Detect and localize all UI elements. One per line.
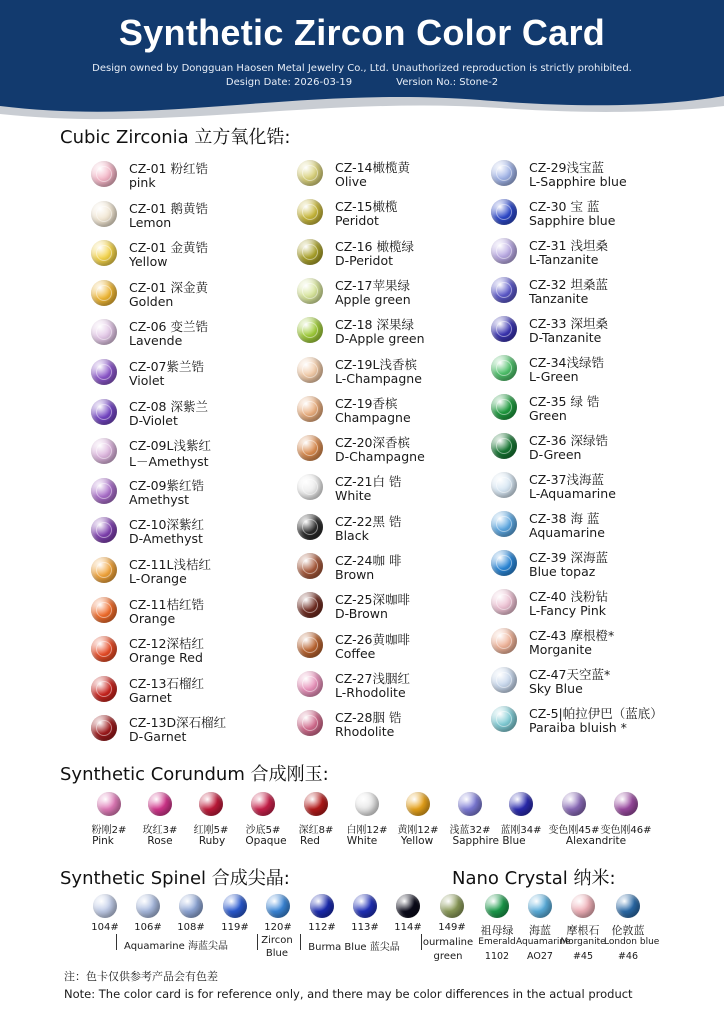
swatch-code: CZ-19香槟 xyxy=(335,395,398,411)
swatch-name: L-Tanzanite xyxy=(529,252,599,267)
swatch-code: CZ-33 深坦桑 xyxy=(529,316,608,331)
swatch-code: CZ-32 坦桑蓝 xyxy=(529,277,608,292)
corundum-code: 白刚12# xyxy=(346,825,388,836)
swatch-name: Rhodolite xyxy=(335,724,395,740)
swatch-name: Garnet xyxy=(129,689,172,705)
swatch-code: CZ-11L浅桔红 xyxy=(129,557,211,572)
corundum-name: Pink xyxy=(92,835,114,847)
swatch-name: Orange xyxy=(129,610,176,626)
swatch-name: Champagne xyxy=(335,409,411,425)
gem-swatch xyxy=(491,355,517,381)
swatch-name: L-Sapphire blue xyxy=(529,174,627,189)
swatch-code: CZ-07紫兰锆 xyxy=(129,359,204,374)
swatch-name: Sapphire blue xyxy=(529,213,616,228)
swatch-name: D-Champagne xyxy=(335,449,425,465)
swatch-code: CZ-11桔红锆 xyxy=(129,596,204,612)
corundum-name: Sapphire Blue xyxy=(452,835,526,847)
gem-swatch xyxy=(297,278,323,304)
gem-swatch xyxy=(91,280,117,306)
swatch-code: CZ-01 深金黄 xyxy=(129,279,208,295)
spinel-group-label: Blue xyxy=(265,948,289,959)
gem-swatch xyxy=(297,199,323,225)
swatch-code: CZ-37浅海蓝 xyxy=(529,472,604,487)
swatch-name: L-Champagne xyxy=(335,370,422,386)
swatch-name: Blue topaz xyxy=(529,564,596,579)
design-date: Design Date: 2026-03-19 xyxy=(225,77,353,88)
spinel-code: 106# xyxy=(134,922,162,933)
swatch-name: Orange Red xyxy=(129,650,203,666)
nano-label-code: #45 xyxy=(572,951,594,962)
corundum-gem xyxy=(614,792,638,816)
swatch-name: Olive xyxy=(335,174,367,189)
swatch-name: Morganite xyxy=(529,642,592,657)
swatch-name: L－Amethyst xyxy=(129,454,209,470)
gem-swatch xyxy=(491,706,517,732)
corundum-name: Red xyxy=(300,835,320,847)
swatch-name: D-Garnet xyxy=(129,729,187,745)
nano-gem xyxy=(485,894,509,918)
gem-swatch xyxy=(297,474,323,500)
design-info xyxy=(0,77,724,88)
copyright-line: Design owned by Dongguan Haosen Metal Jewelry Co., Ltd. Unauthorized reproduction is strictly prohibited. xyxy=(92,63,632,74)
gem-swatch xyxy=(491,433,517,459)
swatch-name: Brown xyxy=(335,567,375,582)
swatch-name: pink xyxy=(129,175,156,190)
spinel-gem xyxy=(440,894,464,918)
swatch-name: L-Aquamarine xyxy=(529,486,616,501)
spinel-code: 104# xyxy=(91,922,119,933)
gem-swatch xyxy=(491,667,517,693)
swatch-name: Coffee xyxy=(335,645,376,661)
swatch-code: CZ-26黄咖啡 xyxy=(335,631,410,647)
nano-label-cn: 伦敦蓝 xyxy=(611,924,645,937)
corundum-name: Opaque xyxy=(245,835,287,847)
nano-label-cn: 海蓝 xyxy=(529,924,551,937)
swatch-name: L-Rhodolite xyxy=(335,684,406,700)
nano-label-code: #46 xyxy=(617,951,639,962)
swatch-code: CZ-5|帕拉伊巴（蓝底） xyxy=(529,706,663,721)
spinel-gem xyxy=(179,894,203,918)
nano-label-en: Emerald xyxy=(478,937,516,947)
corundum-gem xyxy=(562,792,586,816)
corundum-code: 黄刚12# xyxy=(397,825,439,836)
swatch-code: CZ-09L浅紫红 xyxy=(129,438,211,454)
corundum-gem xyxy=(97,792,121,816)
swatch-code: CZ-27浅胭红 xyxy=(335,670,410,686)
corundum-code: 粉刚2# xyxy=(91,825,127,836)
note-chinese: 注：色卡仅供参考产品会有色差 xyxy=(64,970,218,983)
spinel-group-label: ourmaline xyxy=(422,937,474,948)
swatch-code: CZ-10深紫红 xyxy=(129,517,204,533)
nano-label-en: Morganite xyxy=(560,937,606,947)
gem-swatch xyxy=(297,514,323,540)
swatch-name: D-Green xyxy=(529,447,582,462)
swatch-name: Apple green xyxy=(335,291,411,307)
nano-label-cn: 摩根石 xyxy=(566,924,600,937)
swatch-code: CZ-38 海 蓝 xyxy=(529,511,600,526)
swatch-code: CZ-29浅宝蓝 xyxy=(529,160,604,175)
swatch-code: CZ-13石榴红 xyxy=(129,675,204,691)
gem-swatch xyxy=(297,553,323,579)
gem-swatch xyxy=(297,592,323,618)
swatch-name: Aquamarine xyxy=(529,525,605,540)
gem-swatch xyxy=(91,676,117,702)
swatch-name: L-Fancy Pink xyxy=(529,603,607,618)
spinel-gem xyxy=(136,894,160,918)
corundum-code: 变色刚46# xyxy=(600,825,652,836)
corundum-gem xyxy=(406,792,430,816)
gem-swatch xyxy=(91,399,117,425)
gem-swatch xyxy=(491,550,517,576)
spinel-group-label: Zircon xyxy=(261,935,293,946)
swatch-code: CZ-01 金黄锆 xyxy=(129,240,208,256)
gem-swatch xyxy=(491,277,517,303)
spinel-group-label: Aquamarine 海蓝尖晶 xyxy=(124,941,228,952)
swatch-code: CZ-06 变兰锆 xyxy=(129,319,208,335)
swatch-name: Yellow xyxy=(129,254,168,270)
gem-swatch xyxy=(91,597,117,623)
spinel-code: 119# xyxy=(221,922,249,933)
gem-swatch xyxy=(297,160,323,186)
nano-gem xyxy=(528,894,552,918)
corundum-name: White xyxy=(346,835,378,847)
gem-swatch xyxy=(491,589,517,615)
swatch-name: D-Brown xyxy=(335,606,388,622)
swatch-code: CZ-28胭 锆 xyxy=(335,710,402,726)
corundum-code: 浅蓝32# xyxy=(449,825,491,836)
swatch-code: CZ-13D深石榴红 xyxy=(129,715,227,731)
swatch-code: CZ-30 宝 蓝 xyxy=(529,199,600,214)
corundum-code: 沙底5# xyxy=(245,825,281,836)
spinel-gem xyxy=(266,894,290,918)
swatch-code: CZ-16 橄榄绿 xyxy=(335,238,414,254)
swatch-code: CZ-21白 锆 xyxy=(335,474,402,490)
corundum-heading: Synthetic Corundum 合成刚玉: xyxy=(60,764,329,785)
swatch-code: CZ-01 粉红锆 xyxy=(129,161,208,176)
nano-label-en: Aquamarine xyxy=(516,937,571,947)
gem-swatch xyxy=(91,201,117,227)
nano-label-cn: 祖母绿 xyxy=(480,924,514,937)
nano-label-code: 1102 xyxy=(484,951,510,962)
header-wave xyxy=(0,86,724,126)
swatch-code: CZ-09紫红锆 xyxy=(129,477,204,493)
version-number: Version No.: Stone-2 xyxy=(396,77,499,88)
gem-swatch xyxy=(297,632,323,658)
gem-swatch xyxy=(491,394,517,420)
spinel-code: 108# xyxy=(177,922,205,933)
nano-label-en: London blue xyxy=(604,937,660,947)
gem-swatch xyxy=(297,710,323,736)
corundum-gem xyxy=(251,792,275,816)
swatch-code: CZ-20深香槟 xyxy=(335,435,410,451)
swatch-name: Tanzanite xyxy=(529,291,589,306)
cubic-zirconia-heading: Cubic Zirconia 立方氧化锆: xyxy=(60,127,291,148)
swatch-name: Amethyst xyxy=(129,491,190,507)
corundum-code: 蓝刚34# xyxy=(500,825,542,836)
swatch-name: Lavende xyxy=(129,333,183,349)
gem-swatch xyxy=(91,517,117,543)
gem-swatch xyxy=(491,238,517,264)
gem-swatch xyxy=(491,472,517,498)
spinel-code: 114# xyxy=(394,922,422,933)
swatch-code: CZ-14橄榄黄 xyxy=(335,160,410,175)
swatch-name: D-Amethyst xyxy=(129,531,203,547)
swatch-code: CZ-01 鹅黄锆 xyxy=(129,200,208,216)
note-english: Note: The color card is for reference only, and there may be color differences in the actual product xyxy=(64,987,633,1001)
swatch-code: CZ-35 绿 锆 xyxy=(529,394,600,409)
swatch-name: L-Orange xyxy=(129,571,187,586)
gem-swatch xyxy=(297,239,323,265)
divider-tick xyxy=(421,934,422,950)
spinel-code: 112# xyxy=(308,922,336,933)
swatch-code: CZ-08 深紫兰 xyxy=(129,398,208,414)
swatch-name: Black xyxy=(335,527,369,543)
gem-swatch xyxy=(91,715,117,741)
swatch-code: CZ-34浅绿锆 xyxy=(529,355,604,370)
swatch-name: D-Tanzanite xyxy=(529,330,602,345)
gem-swatch xyxy=(91,319,117,345)
swatch-code: CZ-19L浅香槟 xyxy=(335,356,417,372)
spinel-code: 120# xyxy=(264,922,292,933)
swatch-name: Sky Blue xyxy=(529,681,583,696)
swatch-code: CZ-40 浅粉钻 xyxy=(529,589,608,604)
corundum-name: Alexandrite xyxy=(565,835,627,847)
spinel-code: 113# xyxy=(351,922,379,933)
gem-swatch xyxy=(91,161,117,187)
swatch-code: CZ-25深咖啡 xyxy=(335,592,410,608)
corundum-code: 玫红3# xyxy=(142,825,178,836)
spinel-heading: Synthetic Spinel 合成尖晶: xyxy=(60,868,290,889)
spinel-group-label: Burma Blue 蓝尖晶 xyxy=(308,942,400,953)
swatch-name: Lemon xyxy=(129,214,172,230)
spinel-gem xyxy=(93,894,117,918)
swatch-code: CZ-15橄榄 xyxy=(335,199,398,215)
swatch-name: Golden xyxy=(129,293,174,309)
spinel-group-label: green xyxy=(433,951,463,962)
corundum-name: Yellow xyxy=(400,835,434,847)
corundum-code: 红刚5# xyxy=(193,825,229,836)
swatch-name: D-Violet xyxy=(129,412,178,428)
gem-swatch xyxy=(297,435,323,461)
corundum-name: Rose xyxy=(147,835,173,847)
corundum-gem xyxy=(509,792,533,816)
gem-swatch xyxy=(297,357,323,383)
swatch-name: Paraiba bluish * xyxy=(529,720,627,735)
divider-tick xyxy=(257,934,258,950)
gem-swatch xyxy=(91,438,117,464)
swatch-code: CZ-39 深海蓝 xyxy=(529,550,608,565)
spinel-gem xyxy=(223,894,247,918)
spinel-code: 149# xyxy=(438,922,466,933)
gem-swatch xyxy=(491,199,517,225)
gem-swatch xyxy=(91,240,117,266)
gem-swatch xyxy=(491,511,517,537)
gem-swatch xyxy=(91,557,117,583)
corundum-gem xyxy=(148,792,172,816)
swatch-code: CZ-36 深绿锆 xyxy=(529,433,608,448)
swatch-code: CZ-12深桔红 xyxy=(129,636,204,652)
corundum-gem xyxy=(199,792,223,816)
swatch-code: CZ-17苹果绿 xyxy=(335,277,410,293)
spinel-gem xyxy=(353,894,377,918)
corundum-code: 变色刚45# xyxy=(548,825,600,836)
gem-swatch xyxy=(91,636,117,662)
divider-tick xyxy=(300,934,301,950)
swatch-name: L-Green xyxy=(529,369,579,384)
swatch-code: CZ-24咖 啡 xyxy=(335,553,402,568)
spinel-gem xyxy=(310,894,334,918)
swatch-name: D-Apple green xyxy=(335,331,425,347)
nano-label-code: AO27 xyxy=(527,951,553,962)
corundum-gem xyxy=(458,792,482,816)
swatch-name: Green xyxy=(529,408,567,423)
swatch-name: White xyxy=(335,488,372,504)
gem-swatch xyxy=(297,317,323,343)
nano-gem xyxy=(571,894,595,918)
corundum-gem xyxy=(355,792,379,816)
swatch-name: Violet xyxy=(129,373,165,388)
swatch-code: CZ-43 摩根橙* xyxy=(529,628,615,643)
page-title: Synthetic Zircon Color Card xyxy=(118,12,606,53)
corundum-code: 深红8# xyxy=(298,825,334,836)
nano-gem xyxy=(616,894,640,918)
nano-heading: Nano Crystal 纳米: xyxy=(452,868,616,889)
corundum-gem xyxy=(304,792,328,816)
gem-swatch xyxy=(491,316,517,342)
gem-swatch xyxy=(91,478,117,504)
swatch-code: CZ-31 浅坦桑 xyxy=(529,238,608,253)
swatch-code: CZ-22黑 锆 xyxy=(335,513,402,529)
gem-swatch xyxy=(491,160,517,186)
gem-swatch xyxy=(91,359,117,385)
gem-swatch xyxy=(297,396,323,422)
corundum-name: Ruby xyxy=(198,835,226,847)
swatch-name: Peridot xyxy=(335,213,379,229)
swatch-name: D-Peridot xyxy=(335,252,394,268)
swatch-code: CZ-18 深果绿 xyxy=(335,317,414,333)
spinel-gem xyxy=(396,894,420,918)
gem-swatch xyxy=(491,628,517,654)
swatch-code: CZ-47天空蓝* xyxy=(529,667,611,682)
divider-tick xyxy=(116,934,117,950)
gem-swatch xyxy=(297,671,323,697)
